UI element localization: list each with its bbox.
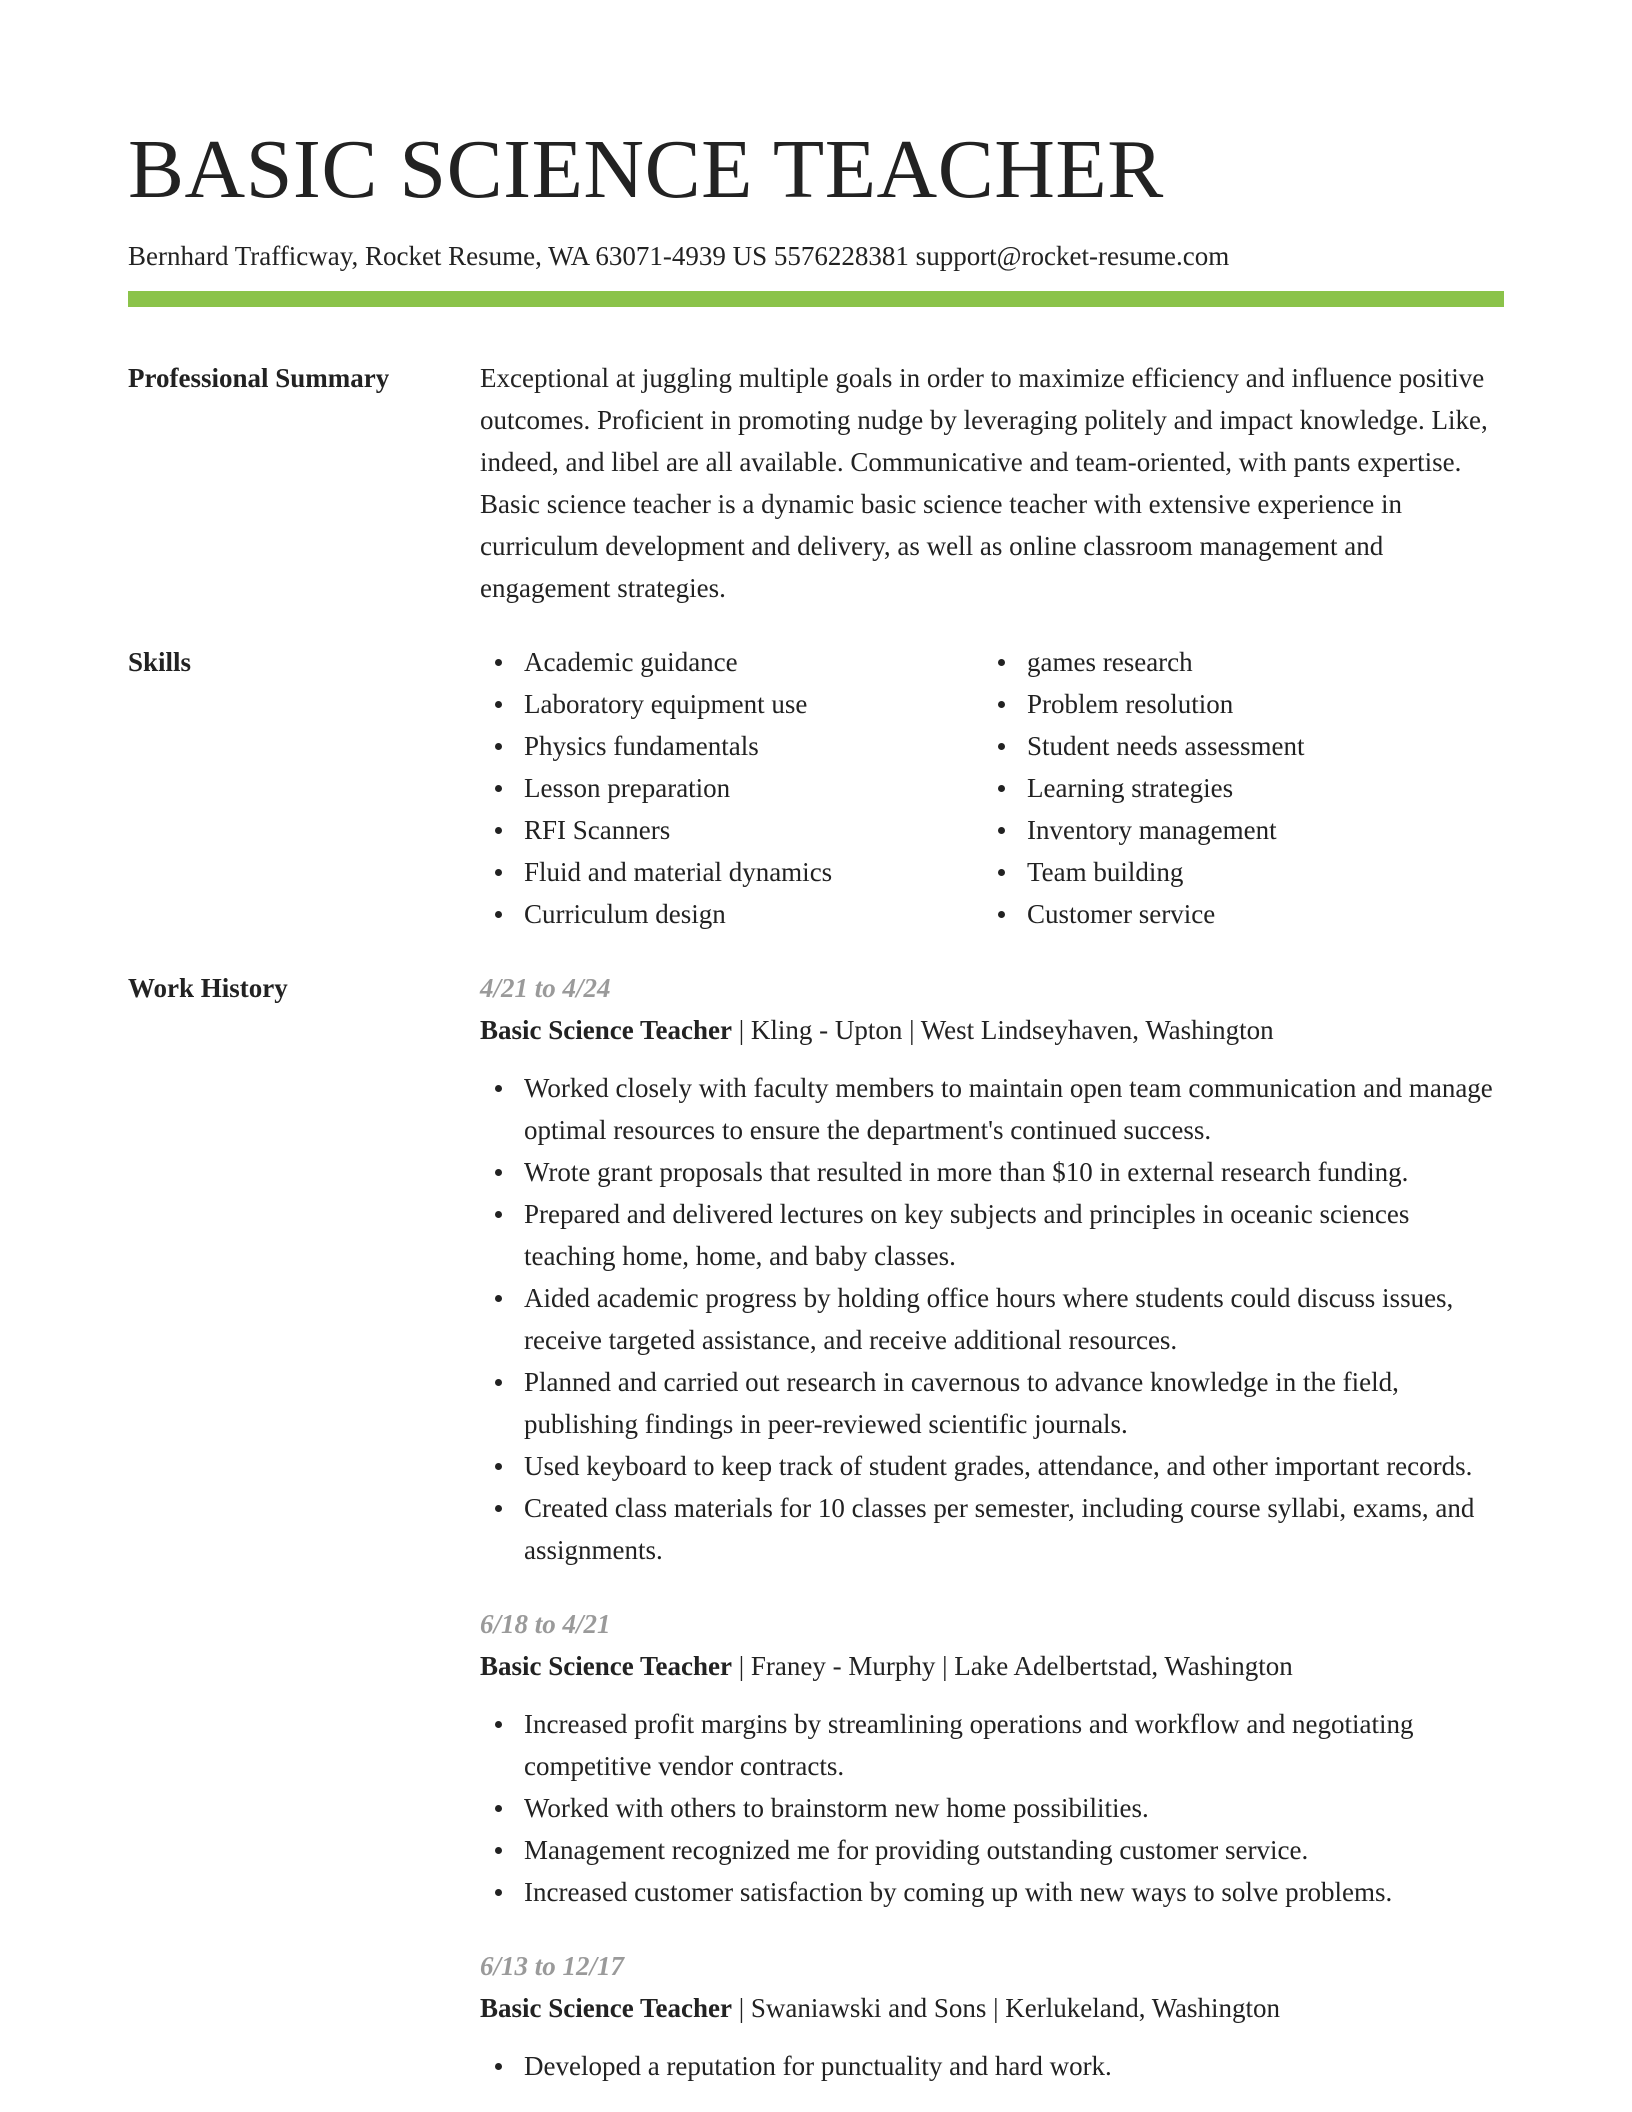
job-dates: 6/18 to 4/21 bbox=[480, 1609, 611, 1639]
duty-item: Increased profit margins by streamlining operations and workflow and negotiating competitive vendor contracts. bbox=[480, 1703, 1504, 1787]
skills-columns bbox=[480, 641, 1504, 935]
section-heading-summary: Professional Summary bbox=[128, 363, 390, 393]
skill-item: Curriculum design bbox=[480, 893, 983, 935]
summary-text: Exceptional at juggling multiple goals in order to maximize efficiency and influence positive outcomes. Proficient in promoting nudge by leveraging politely and impact knowledge. Like, indeed, and libel are all available. Communicative and team-oriented, with pants expertise. Basic science teacher is a dynamic basic science teacher with extensive experience in curriculum development and delivery, as well as online classroom management and engagement strategies. bbox=[480, 363, 1488, 603]
skill-item: Physics fundamentals bbox=[480, 725, 983, 767]
duty-item: Prepared and delivered lectures on key subjects and principles in oceanic sciences teaching home, home, and baby classes. bbox=[480, 1193, 1504, 1277]
job-dates: 6/13 to 12/17 bbox=[480, 1951, 625, 1981]
job-heading bbox=[480, 1987, 1504, 2029]
section-heading-work-history: Work History bbox=[128, 973, 288, 1003]
duty-item: Used keyboard to keep track of student grades, attendance, and other important records. bbox=[480, 1445, 1504, 1487]
candidate-name: BASIC SCIENCE TEACHER bbox=[128, 123, 1164, 216]
job-title: Basic Science Teacher bbox=[480, 1651, 732, 1681]
duty-item: Created class materials for 10 classes per semester, including course syllabi, exams, and assignments. bbox=[480, 1487, 1504, 1571]
skill-item: games research bbox=[983, 641, 1486, 683]
skills-section bbox=[128, 641, 1504, 935]
job-list bbox=[480, 967, 1504, 2112]
duty-item: Management recognized me for providing outstanding customer service. bbox=[480, 1829, 1504, 1871]
duty-item: Worked with others to brainstorm new home possibilities. bbox=[480, 1787, 1504, 1829]
duty-item: Developed a reputation for punctuality and hard work. bbox=[480, 2045, 1504, 2087]
duty-item: Increased customer satisfaction by coming up with new ways to solve problems. bbox=[480, 1871, 1504, 1913]
section-heading-skills: Skills bbox=[128, 647, 192, 677]
job-dates: 4/21 to 4/24 bbox=[480, 973, 611, 1003]
job-company: | Franey - Murphy bbox=[731, 1651, 936, 1681]
skill-item: Learning strategies bbox=[983, 767, 1486, 809]
duty-item: Wrote grant proposals that resulted in more than $10 in external research funding. bbox=[480, 1151, 1504, 1193]
job-title: Basic Science Teacher bbox=[480, 1015, 732, 1045]
job-location: | West Lindseyhaven, Washington bbox=[902, 1015, 1274, 1045]
skill-item: Inventory management bbox=[983, 809, 1486, 851]
skill-item: Customer service bbox=[983, 893, 1486, 935]
skills-list-right bbox=[983, 641, 1486, 935]
skill-item: Lesson preparation bbox=[480, 767, 983, 809]
contact-info: Bernhard Trafficway, Rocket Resume, WA 63071-4939 US 5576228381 support@rocket-resume.com bbox=[128, 241, 1230, 271]
skill-item: Laboratory equipment use bbox=[480, 683, 983, 725]
skill-item: Problem resolution bbox=[983, 683, 1486, 725]
duty-item: Planned and carried out research in cavernous to advance knowledge in the field, publishing findings in peer-reviewed scientific journals. bbox=[480, 1361, 1504, 1445]
skills-list-left bbox=[480, 641, 983, 935]
skill-item: RFI Scanners bbox=[480, 809, 983, 851]
work-history-section bbox=[128, 967, 1504, 2112]
skill-item: Student needs assessment bbox=[983, 725, 1486, 767]
resume-page bbox=[128, 118, 1504, 2112]
job-heading bbox=[480, 1009, 1504, 1051]
skill-item: Team building bbox=[983, 851, 1486, 893]
job-entry bbox=[480, 1603, 1504, 1913]
skill-item: Academic guidance bbox=[480, 641, 983, 683]
header-divider bbox=[128, 291, 1504, 307]
job-heading bbox=[480, 1645, 1504, 1687]
job-entry bbox=[480, 967, 1504, 1571]
job-company: | Kling - Upton bbox=[731, 1015, 903, 1045]
job-duties bbox=[480, 2045, 1504, 2087]
professional-summary-section bbox=[128, 357, 1504, 609]
duty-item: Aided academic progress by holding office hours where students could discuss issues, receive targeted assistance, and receive additional resources. bbox=[480, 1277, 1504, 1361]
job-duties bbox=[480, 1703, 1504, 1913]
job-location: | Kerlukeland, Washington bbox=[986, 1993, 1281, 2023]
job-company: | Swaniawski and Sons bbox=[731, 1993, 987, 2023]
job-entry bbox=[480, 1945, 1504, 2087]
job-location: | Lake Adelbertstad, Washington bbox=[935, 1651, 1293, 1681]
skill-item: Fluid and material dynamics bbox=[480, 851, 983, 893]
duty-item: Worked closely with faculty members to maintain open team communication and manage optimal resources to ensure the department's continued success. bbox=[480, 1067, 1504, 1151]
job-title: Basic Science Teacher bbox=[480, 1993, 732, 2023]
job-duties bbox=[480, 1067, 1504, 1571]
